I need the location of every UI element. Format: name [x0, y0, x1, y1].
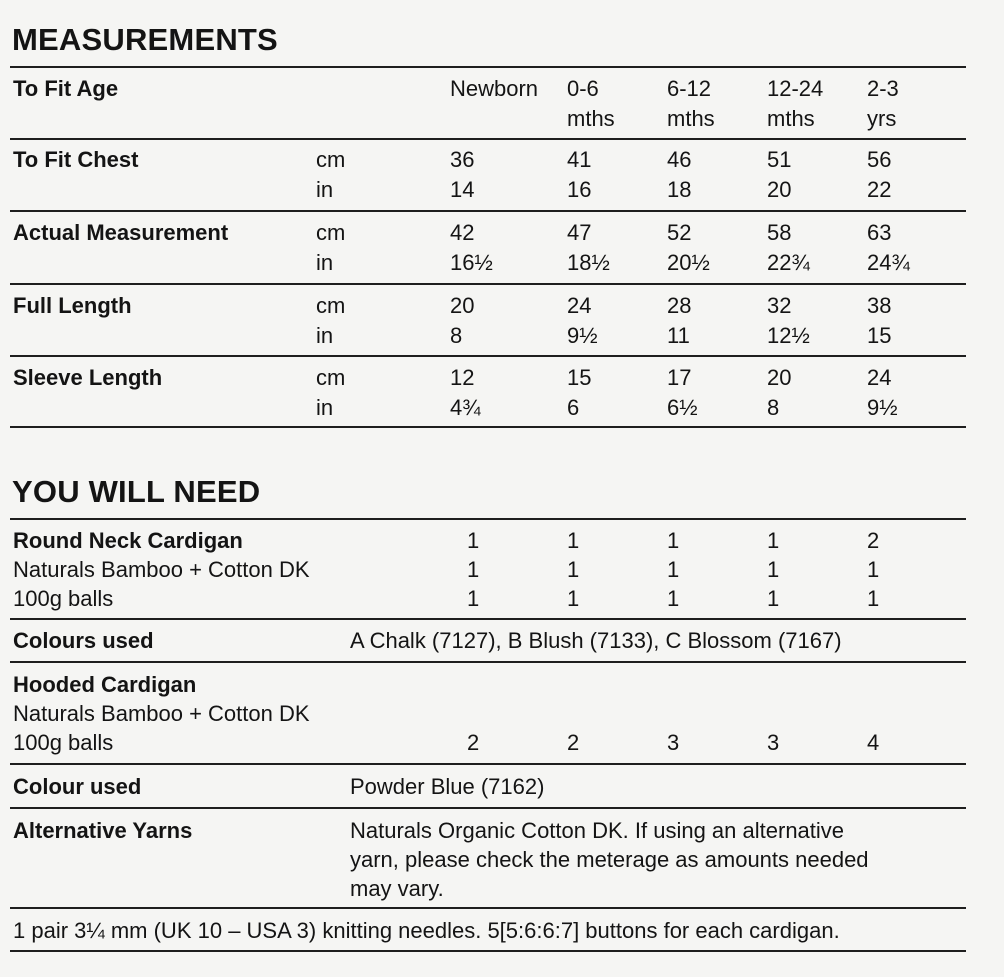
value-cell: 56: [867, 147, 892, 172]
value-cell: 1: [767, 557, 780, 582]
value-cell: 4¾: [450, 395, 481, 420]
row-label: To Fit Chest: [13, 147, 139, 172]
divider: [10, 66, 966, 68]
value-cell: 1: [467, 557, 480, 582]
value-cell: 8: [767, 395, 780, 420]
value-cell: 1: [867, 586, 880, 611]
value-cell: 36: [450, 147, 475, 172]
age-6-12-unit: mths: [667, 106, 715, 131]
value-cell: 63: [867, 220, 892, 245]
value-cell: 46: [667, 147, 692, 172]
value-cell: 24: [567, 293, 592, 318]
value-cell: 41: [567, 147, 592, 172]
unit-in: in: [316, 395, 334, 420]
value-cell: 1: [667, 557, 680, 582]
value-cell: 28: [667, 293, 692, 318]
measurements-title: MEASUREMENTS: [12, 22, 278, 57]
value-cell: 3: [667, 730, 680, 755]
divider: [10, 355, 966, 357]
value-cell: 2: [467, 730, 480, 755]
value-cell: 51: [767, 147, 792, 172]
value-cell: 12: [450, 365, 475, 390]
value-cell: 8: [450, 323, 463, 348]
age-newborn: Newborn: [450, 76, 539, 101]
age-6-12: 6-12: [667, 76, 712, 101]
unit-cm: cm: [316, 220, 346, 245]
needles-footer: 1 pair 3¼ mm (UK 10 – USA 3) knitting needles. 5[5:6:6:7] buttons for each cardigan.: [13, 918, 840, 943]
value-cell: 9½: [567, 323, 598, 348]
age-0-6: 0-6: [567, 76, 599, 101]
value-cell: 1: [867, 557, 880, 582]
hooded-balls: 100g balls: [13, 730, 114, 755]
round-neck-yarn: Naturals Bamboo + Cotton DK: [13, 557, 310, 582]
value-cell: 20½: [667, 250, 710, 275]
divider: [10, 807, 966, 809]
value-cell: 1: [767, 586, 780, 611]
value-cell: 16½: [450, 250, 493, 275]
value-cell: 47: [567, 220, 592, 245]
divider: [10, 907, 966, 909]
value-cell: 14: [450, 177, 475, 202]
value-cell: 11: [667, 323, 690, 348]
row-label: Actual Measurement: [13, 220, 229, 245]
alternative-yarns-line: Naturals Organic Cotton DK. If using an alternative: [350, 818, 845, 843]
unit-cm: cm: [316, 147, 346, 172]
value-cell: 1: [467, 586, 480, 611]
unit-cm: cm: [316, 293, 346, 318]
colour-used-label: Colour used: [13, 774, 142, 799]
value-cell: 2: [867, 528, 880, 553]
unit-in: in: [316, 177, 334, 202]
value-cell: 1: [667, 528, 680, 553]
value-cell: 6½: [667, 395, 698, 420]
row-label: Sleeve Length: [13, 365, 163, 390]
value-cell: 1: [767, 528, 780, 553]
value-cell: 24¾: [867, 250, 910, 275]
value-cell: 24: [867, 365, 892, 390]
value-cell: 9½: [867, 395, 898, 420]
value-cell: 42: [450, 220, 475, 245]
alternative-yarns-line: may vary.: [350, 876, 444, 901]
value-cell: 20: [767, 177, 792, 202]
unit-in: in: [316, 250, 334, 275]
divider: [10, 618, 966, 620]
divider: [10, 950, 966, 952]
value-cell: 20: [450, 293, 475, 318]
unit-cm: cm: [316, 365, 346, 390]
you-will-need-title: YOU WILL NEED: [12, 474, 261, 509]
to-fit-age-label: To Fit Age: [13, 76, 119, 101]
age-2-3: 2-3: [867, 76, 899, 101]
age-2-3-unit: yrs: [867, 106, 897, 131]
age-12-24-unit: mths: [767, 106, 815, 131]
age-0-6-unit: mths: [567, 106, 615, 131]
round-neck-label: Round Neck Cardigan: [13, 528, 243, 553]
value-cell: 58: [767, 220, 792, 245]
value-cell: 6: [567, 395, 580, 420]
divider: [10, 763, 966, 765]
value-cell: 3: [767, 730, 780, 755]
round-neck-balls: 100g balls: [13, 586, 114, 611]
divider: [10, 283, 966, 285]
value-cell: 22: [867, 177, 892, 202]
alternative-yarns-line: yarn, please check the meterage as amounts needed: [350, 847, 869, 872]
value-cell: 32: [767, 293, 792, 318]
hooded-yarn: Naturals Bamboo + Cotton DK: [13, 701, 310, 726]
value-cell: 15: [867, 323, 892, 348]
colour-used-value: Powder Blue (7162): [350, 774, 545, 799]
divider: [10, 210, 966, 212]
divider: [10, 138, 966, 140]
value-cell: 18½: [567, 250, 610, 275]
value-cell: 16: [567, 177, 592, 202]
divider: [10, 518, 966, 520]
value-cell: 1: [667, 586, 680, 611]
divider: [10, 661, 966, 663]
divider: [10, 426, 966, 428]
value-cell: 4: [867, 730, 880, 755]
value-cell: 1: [567, 528, 580, 553]
hooded-label: Hooded Cardigan: [13, 672, 197, 697]
value-cell: 22¾: [767, 250, 810, 275]
row-label: Full Length: [13, 293, 132, 318]
value-cell: 2: [567, 730, 580, 755]
value-cell: 38: [867, 293, 892, 318]
value-cell: 18: [667, 177, 692, 202]
value-cell: 52: [667, 220, 692, 245]
unit-in: in: [316, 323, 334, 348]
colours-used-label: Colours used: [13, 628, 154, 653]
value-cell: 20: [767, 365, 792, 390]
value-cell: 1: [567, 557, 580, 582]
alternative-yarns-label: Alternative Yarns: [13, 818, 193, 843]
colours-used-value: A Chalk (7127), B Blush (7133), C Blossom (7167): [350, 628, 842, 653]
age-12-24: 12-24: [767, 76, 824, 101]
value-cell: 1: [567, 586, 580, 611]
value-cell: 17: [667, 365, 692, 390]
value-cell: 12½: [767, 323, 810, 348]
value-cell: 15: [567, 365, 592, 390]
value-cell: 1: [467, 528, 480, 553]
